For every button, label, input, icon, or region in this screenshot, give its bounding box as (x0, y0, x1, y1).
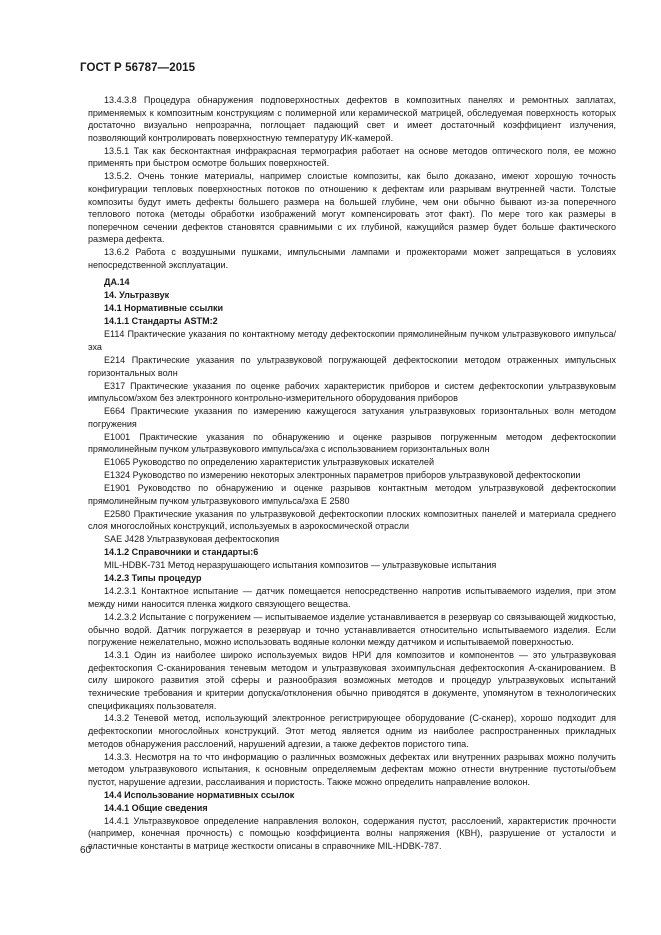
heading-procedure-types: 14.2.3 Типы процедур (104, 573, 202, 584)
heading-ultrasound: 14. Ультразвук (104, 290, 170, 301)
reference-e1901: E1901 Руководство по обнаружению и оценке разрывов контактным методом ультразвуковой дефектоскопии прямолинейным пучком ультразвукового импульса/эха E 2580 (88, 483, 616, 506)
paragraph-14-4-1: 14.4.1 Ультразвуковое определение направления волокон, содержания пустот, расслоений, характеристик прочности (например, конечная прочность) с помощью коэффициента волны напряжения (КВН), разрушение от усталости и эластичные константы в матрице жесткости описаны в справочнике MIL-HDBK-787. (88, 815, 616, 851)
paragraph-13-4-3-8: 13.4.3.8 Процедура обнаружения подповерхностных дефектов в композитных панелях и ремонтных заплатах, применяемых к композитным конструкциям с полимерной или керамической матрицей, обследуемая поверхность которых достаточно визуально непрозрачна, поглощает падающий свет и имеет достаточный коэффициент излучения, позволяющий контролировать поверхностную температуру ИК-камерой. (88, 95, 616, 143)
paragraph-13-5-1: 13.5.1 Так как бесконтактная инфракрасная термография работает на основе методов оптического поля, ее можно применять при быстром осмотре больших поверхностей. (88, 145, 616, 169)
heading-appendix-da14: ДА.14 (104, 277, 130, 288)
paragraph-13-6-2: 13.6.2 Работа с воздушными пушками, импульсными лампами и прожекторами может запрещаться в условиях непосредственной эксплуатации. (88, 247, 616, 270)
heading-general-information: 14.4.1 Общие сведения (104, 802, 208, 813)
paragraph-13-5-2: 13.5.2. Очень тонкие материалы, например слоистые композиты, как было доказано, имеют хорошую точность конфигурации тепловых поверхностных потоков по отношению к дефектам или разрывам внутренней части. Толстые композиты будут иметь дефекты большего размера на большей глубине, чем они обычно бывают из-за поперечного теплового потока (методы обработки изображений могут компенсировать этот факт). По мере того как размеры в поперечном сечении дефектов становятся сравнимыми с их глубиной, кажущийся размер будет больше фактического размера дефекта. (88, 171, 616, 245)
reference-e1324: E1324 Руководство по измерению некоторых электронных параметров приборов ультразвуковой дефектоскопии (104, 470, 581, 481)
reference-sae-j428: SAE J428 Ультразвуковая дефектоскопия (104, 534, 280, 545)
paragraph-14-3-2: 14.3.2 Теневой метод, использующий электронное регистрирующее оборудование (С-сканер), хорошо подходит для дефектоскопии многослойных конструкций. Этот метод является одним из наиболее распространенных прикладных методов обнаружения расслоений, нарушений адгезии, а также дефектов пористого типа. (88, 713, 616, 749)
page-number: 60 (80, 845, 92, 856)
heading-use-of-references: 14.4 Использование нормативных ссылок (104, 789, 295, 800)
paragraph-14-2-3-1: 14.2.3.1 Контактное испытание — датчик помещается непосредственно напротив испытываемого изделия, при этом между ними наносится пленка жидкого связующего вещества. (88, 586, 616, 609)
paragraph-14-3-1: 14.3.1 Один из наиболее широко используемых видов НРИ для композитов и компонентов — это ультразвуковая дефектоскопия С-сканирования теневым методом и ультразвуковая эхоимпульсная дефектоскопия А-сканированием. В силу широкого развития этой сферы и разнообразия возможных методов и процедур ультразвуковых испытаний технические требования и критерии допуска/отклонения обычно приводятся в документе, упомянутом в технологических спецификациях пользователя. (88, 650, 616, 711)
heading-astm-standards: 14.1.1 Стандарты ASTM:2 (104, 316, 218, 327)
reference-e1065: E1065 Руководство по определению характеристик ультразвуковых искателей (104, 457, 435, 468)
document-body (88, 94, 616, 853)
heading-handbooks-standards: 14.1.2 Справочники и стандарты:6 (104, 547, 259, 558)
reference-e2580: E2580 Практические указания по ультразвуковой дефектоскопии плоских композитных панелей и материала среднего слоя многослойных конструкций, используемых в аэрокосмической отрасли (88, 508, 616, 532)
paragraph-14-2-3-2: 14.2.3.2 Испытание с погружением — испытываемое изделие устанавливается в резервуар со связывающей жидкостью, обычно водой. Датчик погружается в резервуар и точно устанавливается относительно испытываемого изделия. Если погружение нежелательно, можно использовать водяные колонки между датчиком и испытываемой поверхностью. (88, 611, 616, 648)
document-header: ГОСТ Р 56787—2015 (80, 62, 196, 74)
paragraph-14-3-3: 14.3.3. Несмотря на то что информацию о различных возможных дефектах или внутренних разрывах можно получить методом ультразвукового испытания, к основным определяемым дефектам можно отнести внутренние пустоты/объем пустот, нарушение адгезии, расслаивания и пористость. Также можно определить направление волокон. (88, 751, 616, 787)
heading-normative-references: 14.1 Нормативные ссылки (104, 303, 224, 314)
reference-e114: E114 Практические указания по контактному методу дефектоскопии прямолинейным пучком ультразвукового импульса/эха (88, 329, 616, 353)
reference-e664: E664 Практические указания по измерению кажущегося затухания ультразвуковых горизонтальных волн методом погружения (88, 406, 616, 429)
reference-mil-hdbk-731: MIL-HDBK-731 Метод неразрушающего испытания композитов — ультразвуковые испытания (104, 560, 497, 571)
reference-e214: E214 Практические указания по ультразвуковой погружающей дефектоскопии методом отраженных импульсных горизонтальных волн (88, 355, 616, 378)
reference-e317: E317 Практические указания по оценке рабочих характеристик приборов и систем дефектоскопии ультразвуковым импульсом/эхом без электронного контрольно-измерительного оборудования приборов (88, 380, 616, 404)
reference-e1001: E1001 Практические указания по обнаружению и оценке разрывов погруженным методом дефектоскопии прямолинейным пучком ультразвукового импульса/эха с использованием горизонтальных волн (88, 431, 616, 455)
